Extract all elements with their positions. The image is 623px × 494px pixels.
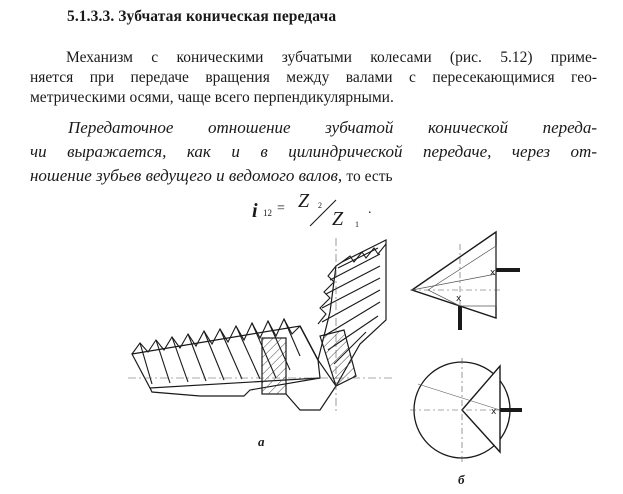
figure-caption-a: а <box>258 434 265 449</box>
hub-sleeve <box>262 338 286 394</box>
formula-equals: = <box>277 201 285 216</box>
section-heading: 5.1.3.3. Зубчатая коническая передача <box>67 8 337 25</box>
axis-marker-right: x <box>490 268 496 278</box>
paragraph-line: чи выражается, как и в цилиндрической передаче, через от- <box>30 142 597 161</box>
formula-denominator-subscript: 1 <box>355 220 359 229</box>
formula-denominator: Z <box>332 208 344 230</box>
paragraph-line: няется при передаче вращения между валами с пересекающимися гео- <box>30 69 597 86</box>
paragraph-line: Механизм с коническими зубчатыми колесами (рис. 5.12) приме- <box>66 49 597 66</box>
axis-marker-bottom: x <box>456 294 462 304</box>
paragraph-line: Передаточное отношение зубчатой конической переда- <box>68 118 597 137</box>
hub-cone-lower <box>286 386 336 410</box>
paragraph-text: ношение зубьев ведущего и ведомого валов, <box>30 166 343 185</box>
formula-ratio-symbol: i <box>252 200 258 222</box>
formula-numerator: Z <box>298 190 310 212</box>
formula-period: . <box>368 202 372 217</box>
paragraph-tail: то есть <box>346 168 393 185</box>
formula-ratio-subscript: 12 <box>263 208 272 218</box>
paragraph-line: метрическими осями, чаще всего перпендикулярными. <box>30 89 394 106</box>
cone-diagram-bottom <box>410 358 522 462</box>
gear-assembly-drawing <box>128 238 392 414</box>
formula-numerator-subscript: 2 <box>318 201 322 210</box>
cone-outer-triangle <box>412 232 496 318</box>
cone-diagram-top <box>410 232 520 330</box>
figure-caption-b: б <box>458 472 465 487</box>
axis-marker-side: x <box>491 407 497 417</box>
horizontal-gear-body <box>132 326 320 388</box>
